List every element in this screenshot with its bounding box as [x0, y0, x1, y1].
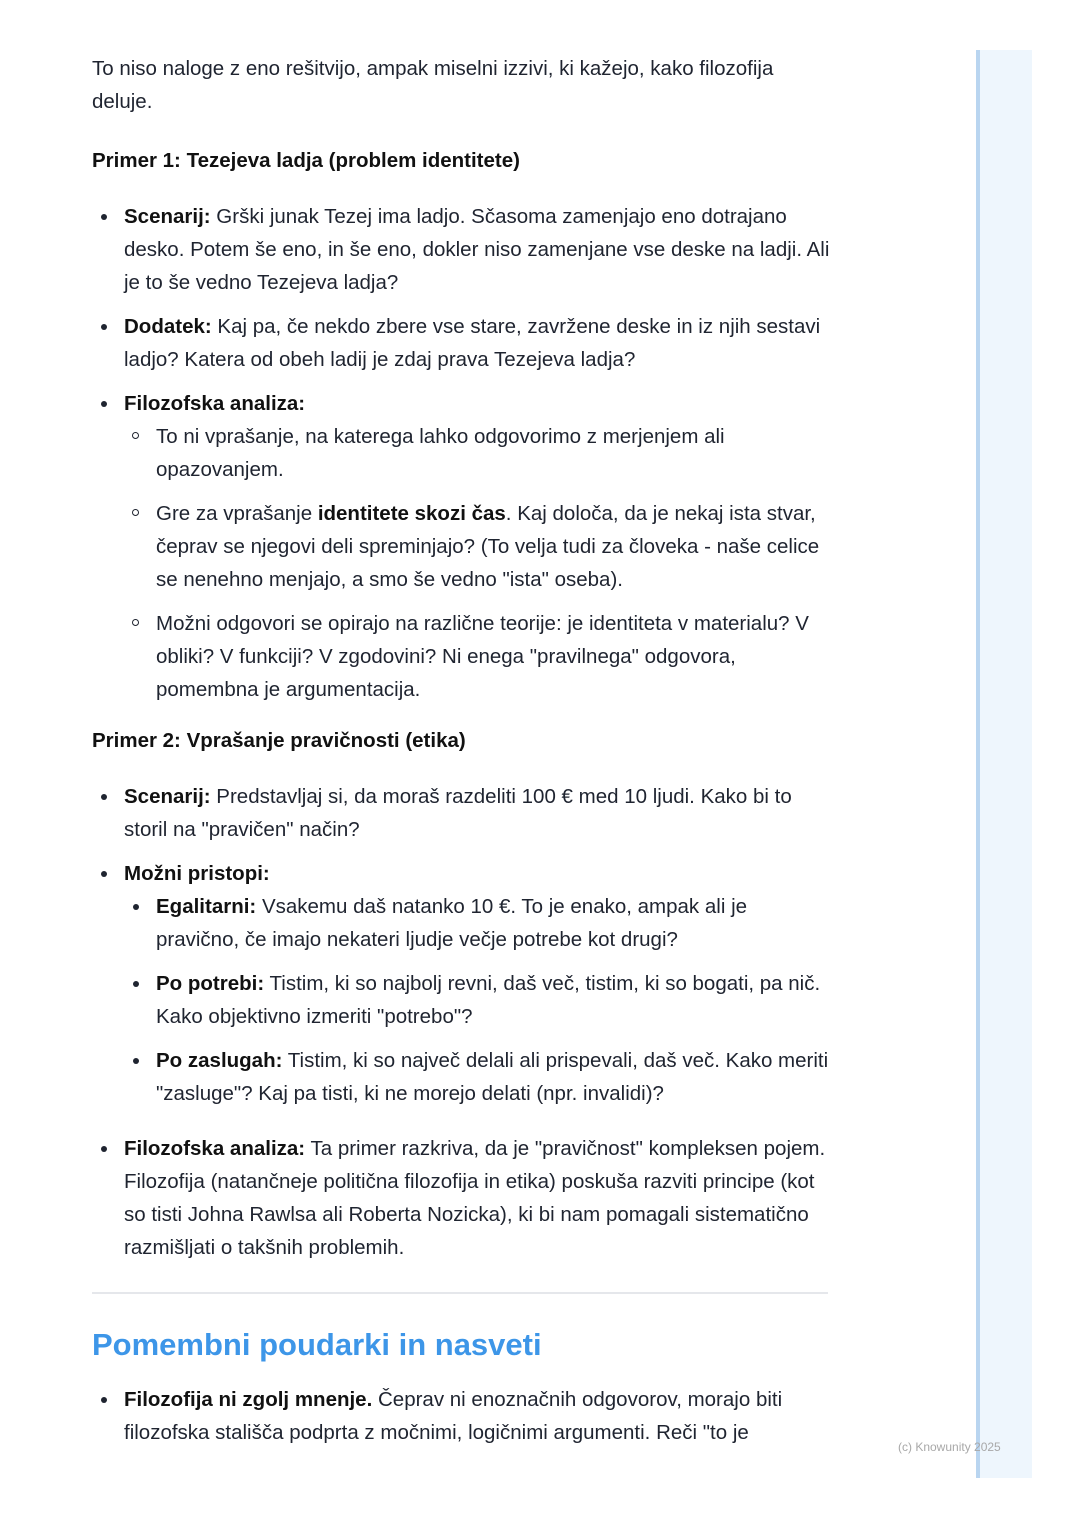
sub-list-item: Egalitarni: Vsakemu daš natanko 10 €. To je enako, ampak ali je pravično, če imajo nekateri ljudje večje potrebe kot drugi? [124, 890, 832, 956]
sub-list-item: Možni odgovori se opirajo na različne teorije: je identiteta v materialu? V obliki? V funkciji? V zgodovini? Ni enega "pravilnega" odgovora, pomembna je argumentacija. [124, 607, 832, 706]
list-item: Možni pristopi: Egalitarni: Vsakemu daš natanko 10 €. To je enako, ampak ali je pravično, če imajo nekateri ljudje večje potrebe kot drugi? Po potrebi: Tistim, ki so najbolj revni, daš več, tistim, ki so bogati, pa nič. Kako objektivno izmeriti "potrebo"? Po zaslugah: Tistim, ki so največ delali ali prispevali, daš več. Kako meriti "zasluge"? Kaj pa tisti, ki ne morejo delati (npr. invalidi)? [92, 857, 832, 1110]
list-item: Filozofija ni zgolj mnenje. Čeprav ni enoznačnih odgovorov, morajo biti filozofska stališča podprta z močnimi, logičnimi argumenti. Reči "to je [92, 1383, 832, 1449]
example2-title: Primer 2: Vprašanje pravičnosti (etika) [92, 729, 466, 752]
tips-list [92, 1383, 832, 1460]
side-panel [976, 50, 1032, 1478]
list-item: Scenarij: Grški junak Tezej ima ladjo. Sčasoma zamenjajo eno dotrajano desko. Potem še eno, in še eno, dokler niso zamenjane vse deske na ladji. Ali je to še vedno Tezejeva ladja? [92, 200, 832, 299]
list-item: Scenarij: Predstavljaj si, da moraš razdeliti 100 € med 10 ljudi. Kako bi to storil na "pravičen" način? [92, 780, 832, 846]
list-item: Filozofska analiza: To ni vprašanje, na katerega lahko odgovorimo z merjenjem ali opazovanjem. Gre za vprašanje identitete skozi čas. Kaj določa, da je nekaj ista stvar, čeprav se njegovi deli spreminjajo? (To velja tudi za človeka - naše celice se nenehno menjajo, a smo še vedno "ista" oseba). Možni odgovori se opirajo na različne teorije: je identiteta v materialu? V obliki? V funkciji? V zgodovini? Ni enega "pravilnega" odgovora, pomembna je argumentacija. [92, 387, 832, 706]
section-heading: Pomembni poudarki in nasveti [92, 1327, 542, 1362]
sub-list-item: Po potrebi: Tistim, ki so najbolj revni, daš več, tistim, ki so bogati, pa nič. Kako objektivno izmeriti "potrebo"? [124, 967, 832, 1033]
list-item: Filozofska analiza: Ta primer razkriva, da je "pravičnost" kompleksen pojem. Filozofija (natančneje politična filozofija in etika) poskuša razviti principe (kot so tisti Johna Rawlsa ali Roberta Nozicka), ki bi nam pomagali sistematično razmišljati o takšnih problemih. [92, 1132, 832, 1264]
sub-list-item: Po zaslugah: Tistim, ki so največ delali ali prispevali, daš več. Kako meriti "zasluge"? Kaj pa tisti, ki ne morejo delati (npr. invalidi)? [124, 1044, 832, 1110]
sub-list-item: To ni vprašanje, na katerega lahko odgovorimo z merjenjem ali opazovanjem. [124, 420, 832, 486]
example1-title: Primer 1: Tezejeva ladja (problem identitete) [92, 149, 520, 172]
watermark: (c) Knowunity 2025 [898, 1440, 1001, 1454]
example2-list [92, 780, 832, 1275]
divider [92, 1292, 828, 1294]
sub-list-item: Gre za vprašanje identitete skozi čas. Kaj določa, da je nekaj ista stvar, čeprav se njegovi deli spreminjajo? (To velja tudi za človeka - naše celice se nenehno menjajo, a smo še vedno "ista" oseba). [124, 497, 832, 596]
example1-list [92, 200, 832, 717]
intro-paragraph: To niso naloge z eno rešitvijo, ampak miselni izzivi, ki kažejo, kako filozofija deluje. [92, 57, 774, 113]
list-item: Dodatek: Kaj pa, če nekdo zbere vse stare, zavržene deske in iz njih sestavi ladjo? Katera od obeh ladij je zdaj prava Tezejeva ladja? [92, 310, 832, 376]
